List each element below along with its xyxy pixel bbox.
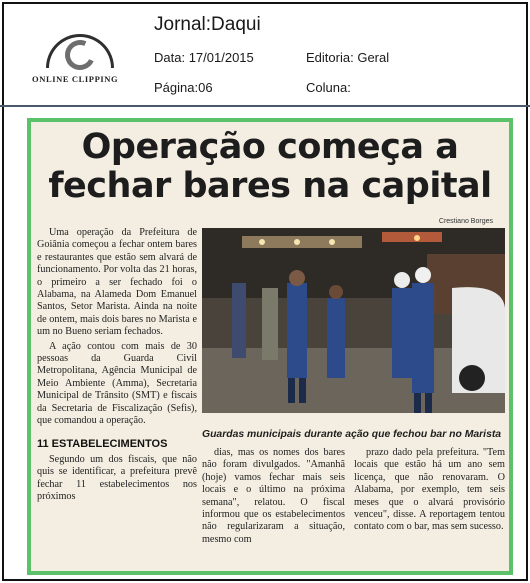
editoria-label: Editoria:: [306, 50, 354, 65]
jornal-value: Daqui: [211, 14, 261, 35]
jornal-label: Jornal:: [154, 14, 212, 35]
clipping-header: [4, 4, 526, 105]
data-value: 17/01/2015: [188, 50, 254, 65]
pagina-value: 06: [198, 80, 213, 95]
article-column-3: [354, 447, 505, 534]
header-divider: [0, 105, 530, 107]
data-label: Data:: [154, 50, 186, 65]
logo-text: ONLINE CLIPPING: [32, 74, 119, 84]
article-photo: [202, 228, 505, 413]
online-clipping-logo: [32, 34, 128, 92]
pagina-label: Página:: [154, 80, 199, 95]
photo-caption: Guardas municipais durante ação que fechou bar no Marista: [202, 429, 502, 440]
editoria-field: [306, 50, 389, 65]
paragraph: Uma operação da Prefeitura de Goiânia começou a fechar ontem bares e restaurantes que estão sem alvará de funcionamento. Por volta das 21 horas, o primeiro a ser fechado foi o Alabama, na Alameda Dom Emanuel Santos, Setor Marista. Ainda na noite de ontem, mais dois bares no Marista e um no Bueno seriam fechados.: [37, 227, 197, 338]
newspaper-clipping: [27, 118, 513, 575]
paragraph: prazo dado pela prefeitura. "Tem locais que estão há um ano sem licença, que não renovaram. O Alabama, por exemplo, tem seis meses que o alvará provisório venceu", disse. A reportagem tentou contato com o bar, mas sem sucesso.: [354, 447, 505, 533]
pagina-field: [154, 80, 213, 95]
photo-credit: Crestiano Borges: [438, 218, 493, 225]
paragraph: Segundo um dos fiscais, que não quis se identificar, a prefeitura prevê fechar 11 estabelecimentos nos próximos: [37, 453, 197, 503]
editoria-value: Geral: [357, 50, 390, 65]
paragraph: A ação contou com mais de 30 pessoas da Guarda Civil Metropolitana, Agência Municipal de Meio Ambiente (Amma), Secretaria Municipal de Trânsito (SMT) e fiscais da Secretaria de Fiscalização (Sefis), que comandou a operação.: [37, 340, 197, 427]
jornal-field: [154, 14, 261, 36]
guards-photo-illustration: [202, 228, 505, 413]
article-column-2: [202, 447, 345, 546]
article-subhead: 11 ESTABELECIMENTOS: [37, 437, 168, 450]
article-title: Operação começa a fechar bares na capital: [48, 127, 492, 206]
coluna-field: [306, 80, 351, 95]
coluna-label: Coluna:: [306, 80, 351, 95]
data-field: [154, 50, 254, 65]
paragraph: dias, mas os nomes dos bares não foram divulgados. "Amanhã (hoje) vamos fechar mais seis locais e o último na próxima semana", relatou. O fiscal informou que os estabelecimentos não regularizaram a situação, mesmo com: [202, 447, 345, 545]
article-column-1: [37, 227, 197, 506]
